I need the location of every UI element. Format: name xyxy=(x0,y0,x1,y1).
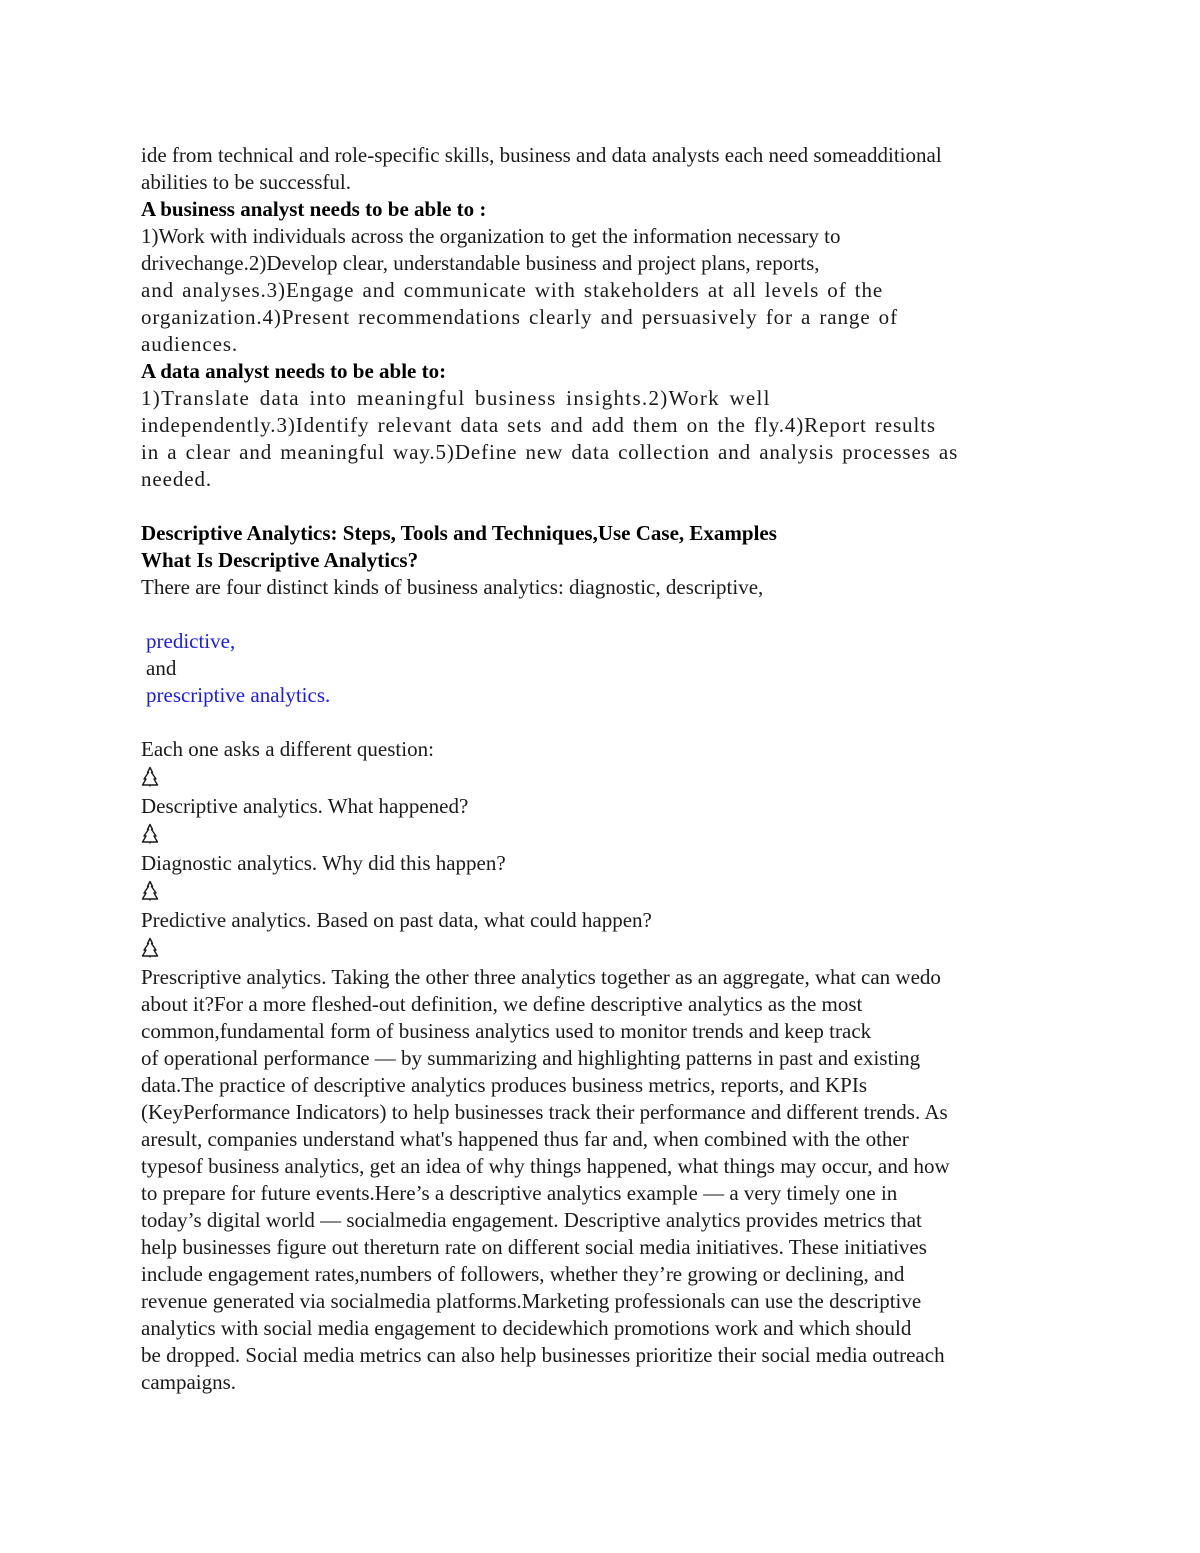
data-analyst-heading: A data analyst needs to be able to: xyxy=(141,359,447,383)
paragraph-gap xyxy=(141,493,1061,520)
body-line: to prepare for future events.Here’s a descriptive analytics example — a very timely one in xyxy=(141,1181,898,1205)
question-item: Descriptive analytics. What happened? xyxy=(141,794,469,818)
question-intro: Each one asks a different question: xyxy=(141,737,434,761)
body-line: analytics with social media engagement to decidewhich promotions work and which should xyxy=(141,1316,912,1340)
bullet-icon xyxy=(141,937,159,964)
section-subtitle: What Is Descriptive Analytics? xyxy=(141,548,419,572)
business-analyst-heading: A business analyst needs to be able to : xyxy=(141,197,487,221)
kinds-line: There are four distinct kinds of business analytics: diagnostic, descriptive, xyxy=(141,575,764,599)
body-line: revenue generated via socialmedia platforms.Marketing professionals can use the descriptive xyxy=(141,1289,922,1313)
business-analyst-line: audiences. xyxy=(141,332,239,356)
body-line: be dropped. Social media metrics can also help businesses prioritize their social media outreach xyxy=(141,1343,945,1367)
data-analyst-line: independently.3)Identify relevant data sets and add them on the fly.4)Report results xyxy=(141,413,936,437)
section-title: Descriptive Analytics: Steps, Tools and Techniques,Use Case, Examples xyxy=(141,521,777,545)
question-item: Prescriptive analytics. Taking the other three analytics together as an aggregate, what can wedo xyxy=(141,965,941,989)
body-line: campaigns. xyxy=(141,1370,237,1394)
question-item: Predictive analytics. Based on past data, what could happen? xyxy=(141,908,652,932)
and-word: and xyxy=(146,656,177,680)
body-line: (KeyPerformance Indicators) to help businesses track their performance and different trends. As xyxy=(141,1100,948,1124)
body-line: about it?For a more fleshed-out definition, we define descriptive analytics as the most xyxy=(141,992,863,1016)
body-line: today’s digital world — socialmedia engagement. Descriptive analytics provides metrics that xyxy=(141,1208,922,1232)
data-analyst-line: 1)Translate data into meaningful business insights.2)Work well xyxy=(141,386,771,410)
bullet-icon xyxy=(141,766,159,793)
predictive-link[interactable]: predictive, xyxy=(146,629,236,653)
business-analyst-line: 1)Work with individuals across the organization to get the information necessary to xyxy=(141,224,841,248)
intro-line: abilities to be successful. xyxy=(141,170,351,194)
body-line: data.The practice of descriptive analytics produces business metrics, reports, and KPIs xyxy=(141,1073,868,1097)
paragraph-gap xyxy=(141,601,1061,628)
body-line: include engagement rates,numbers of followers, whether they’re growing or declining, and xyxy=(141,1262,905,1286)
data-analyst-line: in a clear and meaningful way.5)Define new data collection and analysis processes as xyxy=(141,440,959,464)
bullet-icon xyxy=(141,823,159,850)
body-line: of operational performance — by summarizing and highlighting patterns in past and existing xyxy=(141,1046,921,1070)
bullet-icon xyxy=(141,880,159,907)
business-analyst-line: and analyses.3)Engage and communicate with stakeholders at all levels of the xyxy=(141,278,884,302)
intro-line: ide from technical and role-specific skills, business and data analysts each need someadditional xyxy=(141,143,942,167)
paragraph-gap xyxy=(141,709,1061,736)
business-analyst-line: drivechange.2)Develop clear, understandable business and project plans, reports, xyxy=(141,251,820,275)
body-line: common,fundamental form of business analytics used to monitor trends and keep track xyxy=(141,1019,872,1043)
document-page xyxy=(141,142,1061,1396)
body-line: typesof business analytics, get an idea of why things happened, what things may occur, and how xyxy=(141,1154,950,1178)
body-line: aresult, companies understand what's happened thus far and, when combined with the other xyxy=(141,1127,909,1151)
business-analyst-line: organization.4)Present recommendations clearly and persuasively for a range of xyxy=(141,305,898,329)
prescriptive-link[interactable]: prescriptive analytics. xyxy=(146,683,331,707)
data-analyst-line: needed. xyxy=(141,467,213,491)
body-line: help businesses figure out thereturn rate on different social media initiatives. These initiatives xyxy=(141,1235,927,1259)
question-item: Diagnostic analytics. Why did this happen? xyxy=(141,851,506,875)
